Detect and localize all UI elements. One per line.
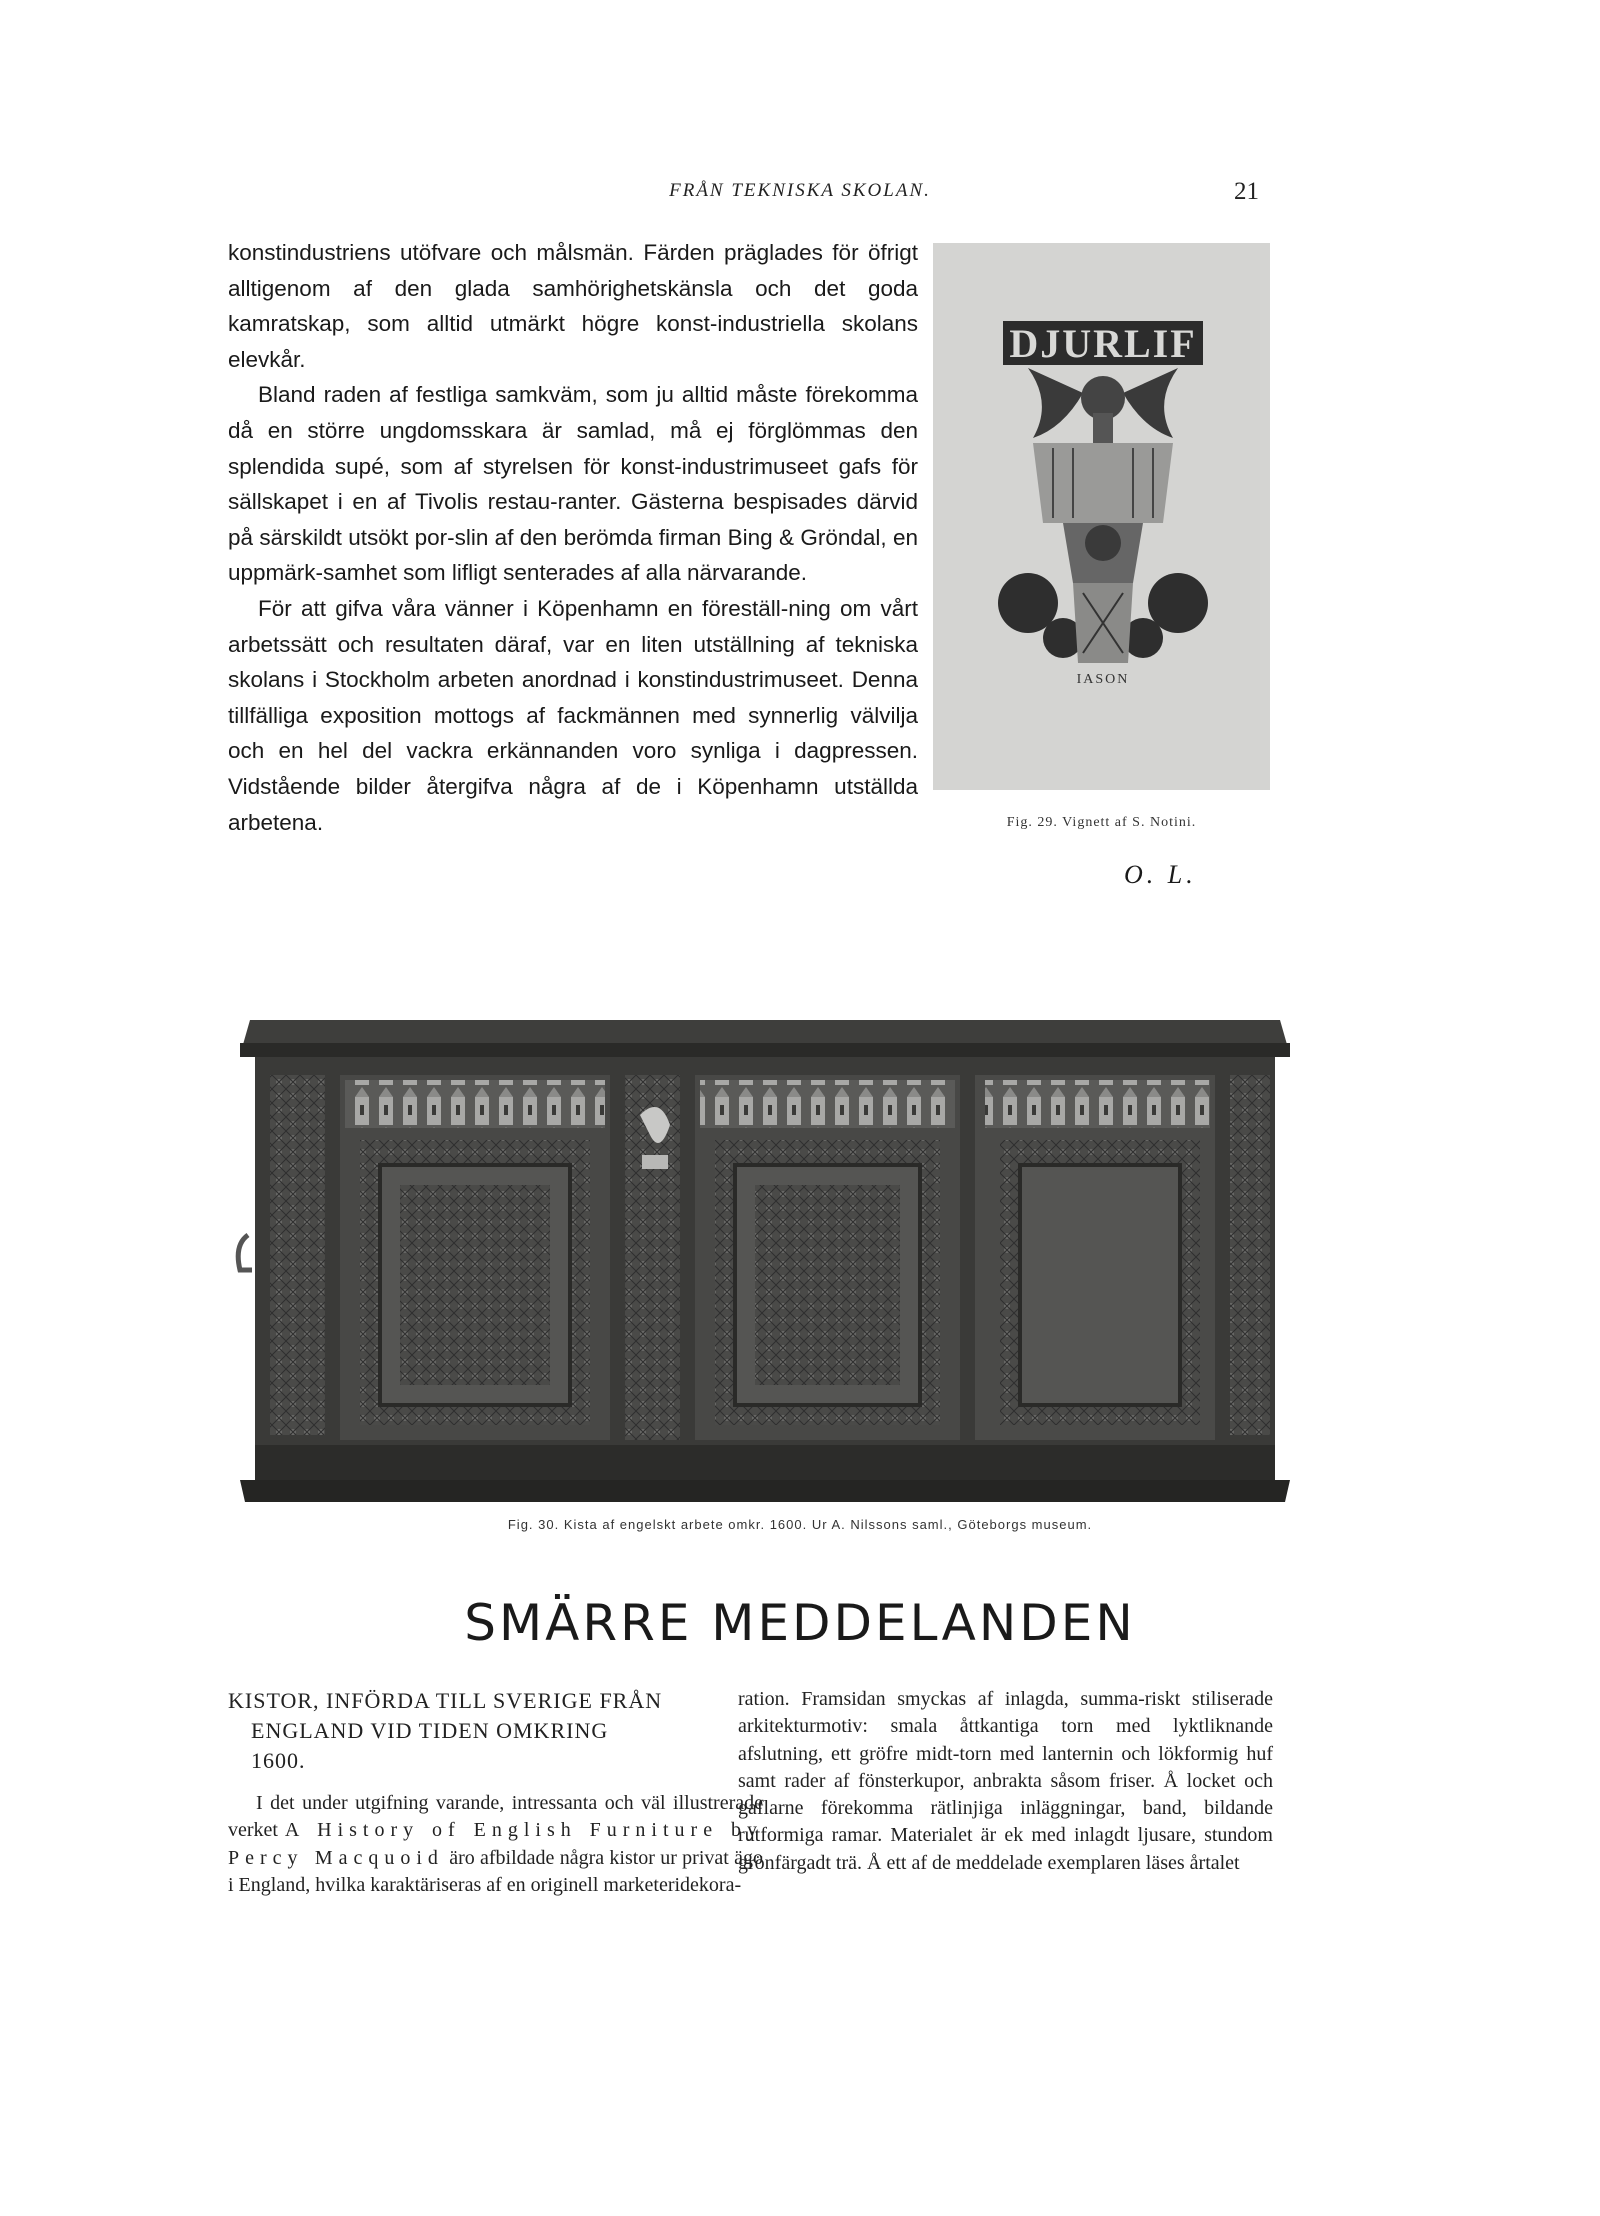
chest-illustration: [230, 1005, 1305, 1510]
article-paragraph: [228, 1790, 763, 1899]
figure-29-caption: Fig. 29. Vignett af S. Notini.: [1006, 815, 1197, 830]
article-text: äro afbildade några kistor ur privat ägo i England, hvilka karaktäriseras af en originell marketeridekora-: [228, 1846, 763, 1896]
article-heading-line: KISTOR, INFÖRDA TILL SVERIGE FRÅN: [228, 1688, 663, 1713]
body-text: [228, 235, 918, 840]
article-text: I det under utgifning varande, intressanta och väl illustrerade verket: [228, 1792, 763, 1842]
body-paragraph: För att gifva våra vänner i Köpenhamn en föreställ-ning om vårt arbetssätt och resultaten däraf, var en liten utställning af tekniska skolans i Stockholm arbeten anordnad i konstindustrimuseet. Denna tillfälliga exposition mottogs af fackmännen med synnerlig välvilja och en hel del vackra erkännanden voro synliga i dagpressen. Vidstående bilder återgifva några af de i Köpenhamn utställda arbetena.: [228, 595, 918, 835]
section-title: SMÄRRE MEDDELANDEN: [464, 1594, 1136, 1652]
figure-30-chest-photo: [230, 1005, 1305, 1510]
page-number: 21: [1234, 178, 1259, 205]
author-signature: O. L.: [1124, 860, 1197, 889]
book-title: A History of English Furniture by Percy Macquoid: [228, 1819, 763, 1869]
body-paragraph: Bland raden af festliga samkväm, som ju alltid måste förekomma då en större ungdomsskara är samlad, må ej förglömmas den splendida supé, som af styrelsen för konst-industrimuseet gafs för sällskapet i en af Tivolis restau-ranter. Gästerna bespisades därvid på särskildt utsökt por-slin af den berömda firman Bing & Gröndal, en uppmärk-samhet som lifligt senterades af alla närvarande.: [228, 382, 918, 586]
vignette-signature: IASON: [1076, 672, 1130, 687]
article-paragraph: ration. Framsidan smyckas af inlagda, summa-riskt stiliserade arkitekturmotiv: smala åttkantiga torn med lyktliknande afslutning, ett gröfre midt-torn med lanternin och lökformig huf samt rader af fönsterkupor, anbrakta såsom friser. Å locket och gaflarne förekomma rätlinjiga inläggningar, band, bildande rutformiga ramar. Materialet är ek med inlagdt ljusare, stundom grönfärgadt trä. Å ett af de meddelade exemplaren läses årtalet: [738, 1688, 1273, 1874]
article-heading: [228, 1686, 763, 1776]
article-right-column: [738, 1686, 1273, 1877]
article-heading-line: 1600.: [251, 1748, 306, 1773]
article-left-column: [228, 1686, 763, 1899]
figure-29-vignette: [933, 243, 1270, 790]
vignette-title: DJURLIF: [1009, 321, 1197, 366]
vignette-illustration: [933, 243, 1270, 790]
article-heading-line: ENGLAND VID TIDEN OMKRING: [251, 1718, 609, 1743]
body-paragraph: konstindustriens utöfvare och målsmän. Färden präglades för öfrigt alltigenom af den glada samhörighetskänsla och det goda kamratskap, som alltid utmärkt högre konst-industriella skolans elevkår.: [228, 240, 918, 372]
running-head: FRÅN TEKNISKA SKOLAN.: [669, 180, 931, 201]
figure-30-caption: Fig. 30. Kista af engelskt arbete omkr. 1600. Ur A. Nilssons saml., Göteborgs museum.: [507, 1517, 1093, 1532]
